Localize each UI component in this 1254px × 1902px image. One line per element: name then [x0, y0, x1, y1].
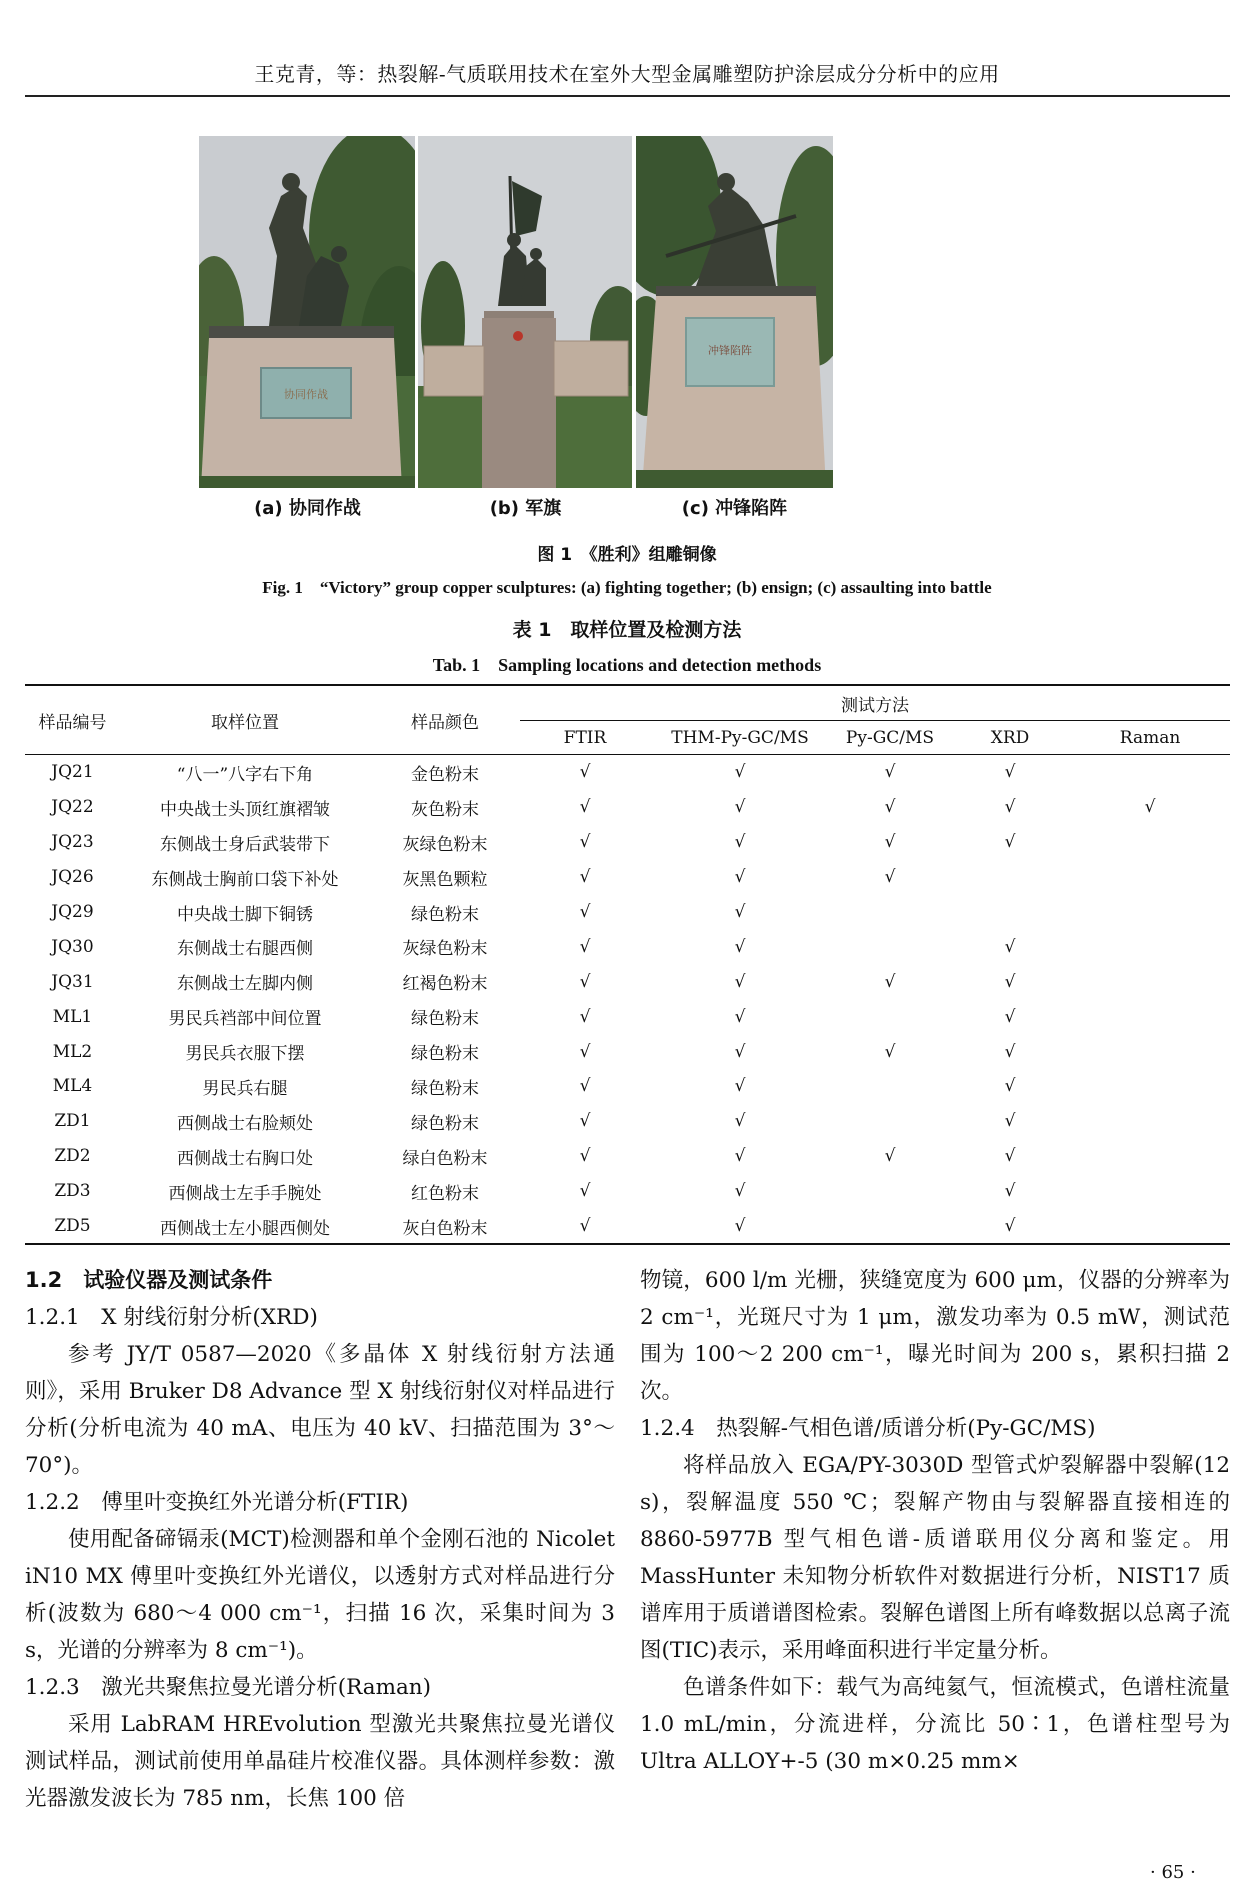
sample-id-cell: JQ26 — [51, 867, 94, 888]
check-cell: √ — [734, 1076, 746, 1097]
color-cell: 红褐色粉末 — [402, 974, 488, 995]
check-cell: √ — [734, 1041, 746, 1062]
check-cell: √ — [950, 1209, 1070, 1245]
paragraph: 物镜，600 l/m 光栅，狭缝宽度为 600 μm，仪器的分辨率为 2 cm⁻¹，光斑尺寸为 1 μm，激发功率为 0.5 mW，测试范围为 100～2 200 cm⁻¹，曝光时间为 200 s，累积扫描 2 次。 — [640, 1268, 1230, 1404]
check-cell: √ — [520, 1209, 650, 1245]
photo-assaulting-into-battle — [636, 136, 833, 488]
table-row — [25, 929, 1230, 964]
paragraph: 将样品放入 EGA/PY-3030D 型管式炉裂解器中裂解(12 s)，裂解温度 550 ℃；裂解产物由与裂解器直接相连的 8860-5977B 型气相色谱-质谱联用仪分离和鉴定。用 MassHunter 未知物分析软件对数据进行分析，NIST17 质谱库用于质谱谱图检索。裂解色谱图上所有峰数据以总离子流图(TIC)表示，采用峰面积进行半定量分析。 — [640, 1453, 1230, 1663]
check-cell: √ — [884, 1146, 896, 1167]
table-row — [25, 825, 1230, 860]
check-cell: √ — [734, 832, 746, 853]
check-cell: √ — [1004, 1006, 1016, 1027]
sample-id-cell: JQ22 — [51, 797, 94, 818]
check-cell — [1070, 755, 1230, 790]
col-header-method: FTIR — [520, 721, 650, 755]
check-cell: √ — [1144, 797, 1156, 818]
check-cell — [830, 1174, 950, 1209]
check-cell — [1070, 1069, 1230, 1104]
check-cell: √ — [1004, 1146, 1016, 1167]
check-cell: √ — [579, 797, 591, 818]
check-cell: √ — [734, 971, 746, 992]
sample-id-cell: ZD3 — [54, 1181, 91, 1202]
table-row — [25, 790, 1230, 825]
photo-ensign — [418, 136, 632, 488]
table-caption-cn: 表 1 取样位置及检测方法 — [512, 619, 742, 641]
color-cell: 灰色粉末 — [411, 799, 479, 820]
location-cell: 东侧战士左脚内侧 — [177, 974, 313, 995]
location-cell: 中央战士脚下铜锈 — [177, 904, 313, 925]
check-cell — [1070, 1174, 1230, 1209]
table-row — [25, 964, 1230, 999]
color-cell: 灰绿色粉末 — [402, 834, 488, 855]
photo-fighting-together — [199, 136, 415, 488]
check-cell: √ — [579, 1041, 591, 1062]
check-cell — [830, 1104, 950, 1139]
location-cell: “八一”八字右下角 — [176, 764, 314, 785]
sample-id-cell: ML4 — [52, 1076, 93, 1097]
check-cell — [1070, 999, 1230, 1034]
col-header-id: 样品编号 — [25, 685, 120, 755]
color-cell: 灰黑色颗粒 — [402, 869, 488, 890]
sample-id-cell: JQ21 — [51, 762, 94, 783]
panel-caption-b: (b) 军旗 — [489, 498, 562, 519]
sample-id-cell: ML1 — [52, 1006, 93, 1027]
col-header-method: THM-Py-GC/MS — [650, 721, 830, 755]
check-cell: √ — [734, 1111, 746, 1132]
check-cell — [1070, 929, 1230, 964]
location-cell: 西侧战士左小腿西侧处 — [120, 1209, 370, 1245]
color-cell: 金色粉末 — [411, 764, 479, 785]
location-cell: 东侧战士身后武装带下 — [160, 834, 330, 855]
check-cell: √ — [579, 1181, 591, 1202]
sampling-table — [25, 684, 1230, 1245]
check-cell — [1070, 1034, 1230, 1069]
col-header-location: 取样位置 — [120, 685, 370, 755]
table-row — [25, 895, 1230, 930]
body-column-left — [25, 1262, 615, 1817]
plaque-text-a: 协同作战 — [284, 388, 328, 401]
figure-caption-en: Fig. 1 “Victory” group copper sculptures: (a) fighting together; (b) ensign; (c) assaulting into battle — [262, 578, 992, 597]
table-row — [25, 1069, 1230, 1104]
subsection-heading: 1.2.4 热裂解-气相色谱/质谱分析(Py-GC/MS) — [640, 1416, 1096, 1441]
sample-id-cell: ZD2 — [54, 1146, 91, 1167]
color-cell: 绿色粉末 — [411, 1009, 479, 1030]
location-cell: 西侧战士右胸口处 — [177, 1148, 313, 1169]
location-cell: 男民兵右腿 — [202, 1078, 288, 1099]
col-header-color: 样品颜色 — [370, 685, 520, 755]
check-cell: √ — [579, 902, 591, 922]
check-cell — [830, 1209, 950, 1245]
location-cell: 中央战士头顶红旗褶皱 — [160, 799, 330, 820]
check-cell: √ — [734, 1181, 746, 1202]
paragraph: 色谱条件如下：载气为高纯氦气，恒流模式，色谱柱流量 1.0 mL/min，分流进样，分流比 50∶1，色谱柱型号为 Ultra ALLOY+-5 (30 m×0.25 mm× — [640, 1675, 1230, 1774]
sample-id-cell: JQ29 — [51, 902, 94, 922]
check-cell: √ — [1004, 936, 1016, 957]
location-cell: 东侧战士胸前口袋下补处 — [151, 869, 339, 890]
subsection-heading: 1.2.2 傅里叶变换红外光谱分析(FTIR) — [25, 1490, 409, 1515]
location-cell: 东侧战士右腿西侧 — [177, 939, 313, 960]
page-number: · 65 · — [1150, 1862, 1196, 1883]
table-row — [25, 755, 1230, 790]
check-cell — [950, 895, 1070, 930]
sample-id-cell: ML2 — [52, 1041, 93, 1062]
table-row — [25, 1139, 1230, 1174]
check-cell: √ — [734, 902, 746, 922]
check-cell — [1070, 1209, 1230, 1245]
col-header-method: XRD — [950, 721, 1070, 755]
check-cell: √ — [579, 1006, 591, 1027]
panel-caption-a: (a) 协同作战 — [254, 498, 361, 519]
section-heading: 1.2 试验仪器及测试条件 — [25, 1268, 273, 1292]
paragraph: 参考 JY/T 0587—2020《多晶体 X 射线衍射方法通则》，采用 Bruker D8 Advance 型 X 射线衍射仪对样品进行分析(分析电流为 40 mA、电压为 40 kV、扫描范围为 3°～70°)。 — [25, 1342, 615, 1478]
check-cell: √ — [1004, 971, 1016, 992]
check-cell: √ — [734, 1006, 746, 1027]
check-cell — [1070, 895, 1230, 930]
check-cell: √ — [734, 1146, 746, 1167]
color-cell: 绿色粉末 — [411, 1044, 479, 1065]
check-cell — [1070, 1139, 1230, 1174]
check-cell: √ — [579, 1076, 591, 1097]
check-cell: √ — [579, 762, 591, 783]
header-rule — [25, 95, 1230, 97]
col-header-method: Raman — [1070, 721, 1230, 755]
sample-id-cell: JQ30 — [51, 936, 94, 957]
paragraph: 使用配备碲镉汞(MCT)检测器和单个金刚石池的 Nicolet iN10 MX 傅里叶变换红外光谱仪，以透射方式对样品进行分析(波数为 680～4 000 cm⁻¹，扫描 16 次，采集时间为 3 s，光谱的分辨率为 8 cm⁻¹)。 — [25, 1527, 615, 1663]
check-cell: √ — [1004, 1111, 1016, 1132]
check-cell — [950, 860, 1070, 895]
location-cell: 男民兵裆部中间位置 — [168, 1009, 322, 1030]
check-cell — [830, 999, 950, 1034]
check-cell: √ — [884, 971, 896, 992]
check-cell: √ — [1004, 762, 1016, 783]
sample-id-cell: ZD5 — [25, 1209, 120, 1245]
table-row — [25, 1104, 1230, 1139]
sample-id-cell: ZD1 — [54, 1111, 91, 1132]
check-cell: √ — [734, 867, 746, 888]
check-cell: √ — [884, 832, 896, 853]
check-cell: √ — [1004, 1076, 1016, 1097]
check-cell — [830, 895, 950, 930]
col-header-method: Py-GC/MS — [830, 721, 950, 755]
check-cell: √ — [884, 797, 896, 818]
location-cell: 男民兵衣服下摆 — [185, 1044, 305, 1065]
check-cell: √ — [650, 1209, 830, 1245]
table-caption-en: Tab. 1 Sampling locations and detection methods — [432, 655, 822, 675]
check-cell — [1070, 825, 1230, 860]
color-cell: 灰白色粉末 — [370, 1209, 520, 1245]
check-cell — [1070, 860, 1230, 895]
check-cell — [830, 929, 950, 964]
check-cell: √ — [579, 971, 591, 992]
figure-caption-cn: 图 1 《胜利》组雕铜像 — [537, 545, 717, 565]
table-row — [25, 999, 1230, 1034]
table-row — [25, 1034, 1230, 1069]
check-cell — [1070, 1104, 1230, 1139]
col-header-methods: 测试方法 — [520, 685, 1230, 721]
table-row — [25, 1209, 1230, 1245]
check-cell: √ — [579, 832, 591, 853]
color-cell: 绿白色粉末 — [402, 1148, 488, 1169]
sample-id-cell: JQ31 — [51, 971, 94, 992]
check-cell: √ — [734, 936, 746, 957]
check-cell: √ — [579, 1111, 591, 1132]
check-cell: √ — [884, 762, 896, 783]
check-cell: √ — [579, 936, 591, 957]
subsection-heading: 1.2.1 X 射线衍射分析(XRD) — [25, 1305, 318, 1330]
check-cell: √ — [1004, 832, 1016, 853]
panel-caption-c: (c) 冲锋陷阵 — [681, 498, 788, 519]
subsection-heading: 1.2.3 激光共聚焦拉曼光谱分析(Raman) — [25, 1675, 432, 1700]
color-cell: 绿色粉末 — [411, 904, 479, 925]
check-cell: √ — [579, 1146, 591, 1167]
check-cell — [1070, 964, 1230, 999]
color-cell: 绿色粉末 — [411, 1078, 479, 1099]
plaque-text-c: 冲锋陷阵 — [708, 344, 752, 357]
check-cell: √ — [884, 1041, 896, 1062]
table-row — [25, 1174, 1230, 1209]
paragraph: 采用 LabRAM HREvolution 型激光共聚焦拉曼光谱仪测试样品，测试前使用单晶硅片校准仪器。具体测样参数：激光器激发波长为 785 nm，长焦 100 倍 — [25, 1712, 615, 1811]
body-column-right — [640, 1262, 1230, 1780]
check-cell: √ — [884, 867, 896, 888]
location-cell: 西侧战士左手手腕处 — [168, 1183, 322, 1204]
check-cell: √ — [1004, 1181, 1016, 1202]
check-cell: √ — [1004, 1041, 1016, 1062]
color-cell: 红色粉末 — [411, 1183, 479, 1204]
location-cell: 西侧战士右脸颊处 — [177, 1113, 313, 1134]
check-cell: √ — [734, 797, 746, 818]
check-cell — [830, 1069, 950, 1104]
table-row — [25, 860, 1230, 895]
running-header: 王克青，等：热裂解-气质联用技术在室外大型金属雕塑防护涂层成分分析中的应用 — [254, 62, 1000, 86]
check-cell: √ — [579, 867, 591, 888]
color-cell: 灰绿色粉末 — [402, 939, 488, 960]
check-cell: √ — [1004, 797, 1016, 818]
sample-id-cell: JQ23 — [51, 832, 94, 853]
color-cell: 绿色粉末 — [411, 1113, 479, 1134]
check-cell: √ — [734, 762, 746, 783]
